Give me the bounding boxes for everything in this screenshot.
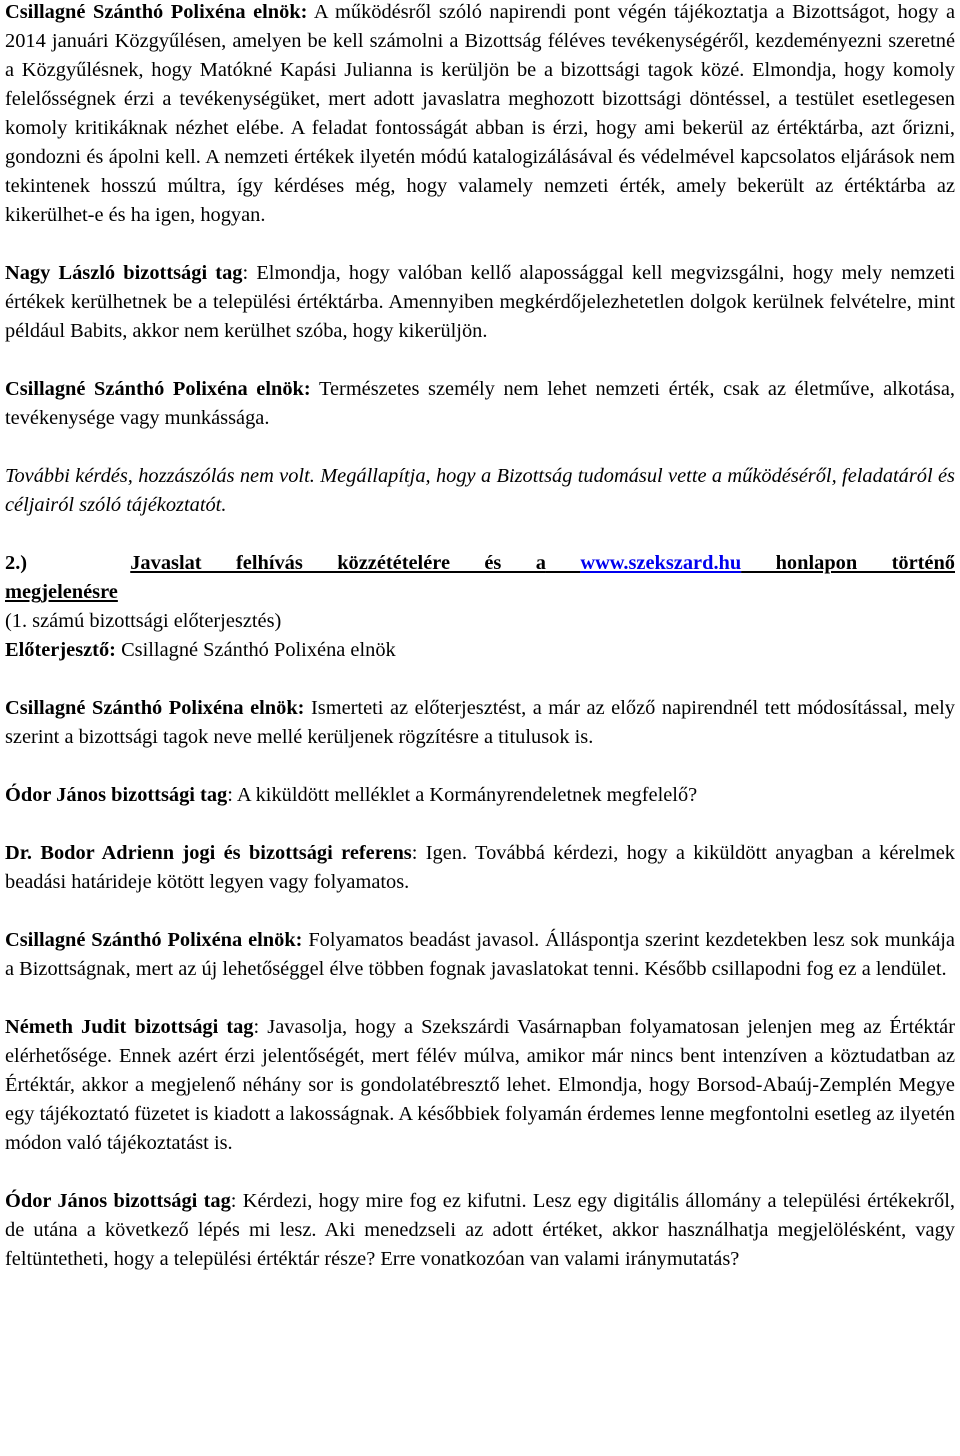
submission-reference: (1. számú bizottsági előterjesztés) [5,610,282,632]
discussion-paragraph [5,839,955,897]
discussion-paragraph [5,1013,955,1158]
paragraph-chair-natural-person [5,375,955,433]
presenter-label: Előterjesztő: [5,639,116,661]
paragraph-text: : Igen. Továbbá kérdezi, hogy a kiküldött anyagban a kérelmek beadási határideje kötött legyen vagy folyamatos. [5,842,955,893]
agenda-title-line-1 [5,549,955,578]
discussion-paragraph [5,926,955,984]
paragraph-text: A működésről szóló napirendi pont végén tájékoztatja a Bizottságot, hogy a 2014 januári Közgyűlésen, amelyen be kell számolni a Bizottság féléves tevékenységéről, kezdeményezni szeretné a Közgyűlésnek, hogy Matókné Kapási Julianna is kerüljön be a bizottsági tagok közé. Elmondja, hogy komoly felelősségnek érzi a tevékenységüket, mert adott javaslatra meghozott bizottsági döntéssel, a testület esetlegesen komoly kritikáknak nézhet elébe. A feladat fontosságát abban is érzi, hogy ami bekerül az értéktárba, azt őrizni, gondozni és ápolni kell. A nemzeti értékek ilyetén módú katalogizálásával és védelmével kapcsolatos eljárások nem tekintenek hosszú múltra, így kérdéses még, hogy valamely nemzeti érték, amely bekerült az értéktárba az kikerülhet-e és ha igen, hogyan. [5,1,955,226]
agenda-number: 2.) [5,552,28,574]
paragraph-text: : Kérdezi, hogy mire fog ez kifutni. Lesz egy digitális állomány a települési értékekről, de utána a következő lépés mi lesz. Aki menedzseli az adott értéket, akkor használhatja megjelölésként, vagy feltüntetheti, hogy a települési értéktár része? Erre vonatkozóan van valami iránymutatás? [5,1190,955,1270]
presenter-name: Csillagné Szánthó Polixéna elnök [115,639,396,661]
paragraph-nagy-laszlo [5,259,955,346]
paragraph-text: : Elmondja, hogy valóban kellő alapossággal kell megvizsgálni, hogy mely nemzeti értékek kerülhetnek be a települési értéktárba. Amennyiben megkérdőjelezhetetlen dolgok kerülnek felvételre, mint például Babits, akkor nem kerülhet szóba, hogy kikerüljön. [5,262,956,342]
speaker-name: Dr. Bodor Adrienn jogi és bizottsági referens [5,842,412,864]
speaker-name: Csillagné Szánthó Polixéna elnök: [5,697,305,719]
speaker-name: Csillagné Szánthó Polixéna elnök: [5,378,311,400]
agenda-title-line-2: megjelenésre [5,581,118,603]
website-link[interactable]: www.szekszard.hu [580,552,742,574]
speaker-name: Ódor János bizottsági tag [5,784,228,806]
paragraph-text: : A kiküldött melléklet a Kormányrendeletnek megfelelő? [227,784,698,806]
presenter-line [5,636,955,665]
speaker-name: Csillagné Szánthó Polixéna elnök: [5,929,303,951]
agenda-item-heading [5,549,955,607]
paragraph-text: Természetes személy nem lehet nemzeti érték, csak az életműve, alkotása, tevékenysége vagy munkássága. [5,378,955,429]
speaker-name: Ódor János bizottsági tag [5,1190,231,1212]
speaker-name: Csillagné Szánthó Polixéna elnök: [5,1,308,23]
paragraph-text: Folyamatos beadást javasol. Álláspontja szerint kezdetekben lesz sok munkája a Bizottságnak, mert az új lehetőséggel élve többen fognak javaslatokat tenni. Később csillapodni fog ez a lendület. [5,929,955,980]
paragraph-text: : Javasolja, hogy a Szekszárdi Vasárnapban folyamatosan jelenjen meg az Értéktár elérhetősége. Ennek azért érzi jelentőségét, mert félév múlva, amikor már nincs bent intenzíven a köztudatban az Értéktár, akkor a megjelenő néhány sor is gondolatébresztő lehet. Elmondja, hogy Borsod-Abaúj-Zemplén Megye egy tájékoztató füzetet is kiadott a lakosságnak. A későbbiek folyamán érdemes lenne megfontolni esetleg az ilyetén módon való tájékoztatást is. [5,1016,955,1154]
agenda-title: Javaslat felhívás közzétételére és a www.szekszard.hu honlapon történő [130,552,955,574]
discussion-paragraph [5,1187,955,1274]
paragraph-closing-note: További kérdés, hozzászólás nem volt. Megállapítja, hogy a Bizottság tudomásul vette a működéséről, feladatáról és céljairól szóló tájékoztatót. [5,465,955,516]
paragraph-chair-report [5,0,955,230]
speaker-name: Németh Judit bizottsági tag [5,1016,254,1038]
discussion-paragraph [5,694,955,752]
speaker-name: Nagy László bizottsági tag [5,262,243,284]
discussion-paragraph [5,781,955,810]
paragraph-text: Ismerteti az előterjesztést, a már az előző napirendnél tett módosítással, mely szerint a bizottsági tagok neve mellé kerüljenek rögzítésre a titulusok is. [5,697,955,748]
